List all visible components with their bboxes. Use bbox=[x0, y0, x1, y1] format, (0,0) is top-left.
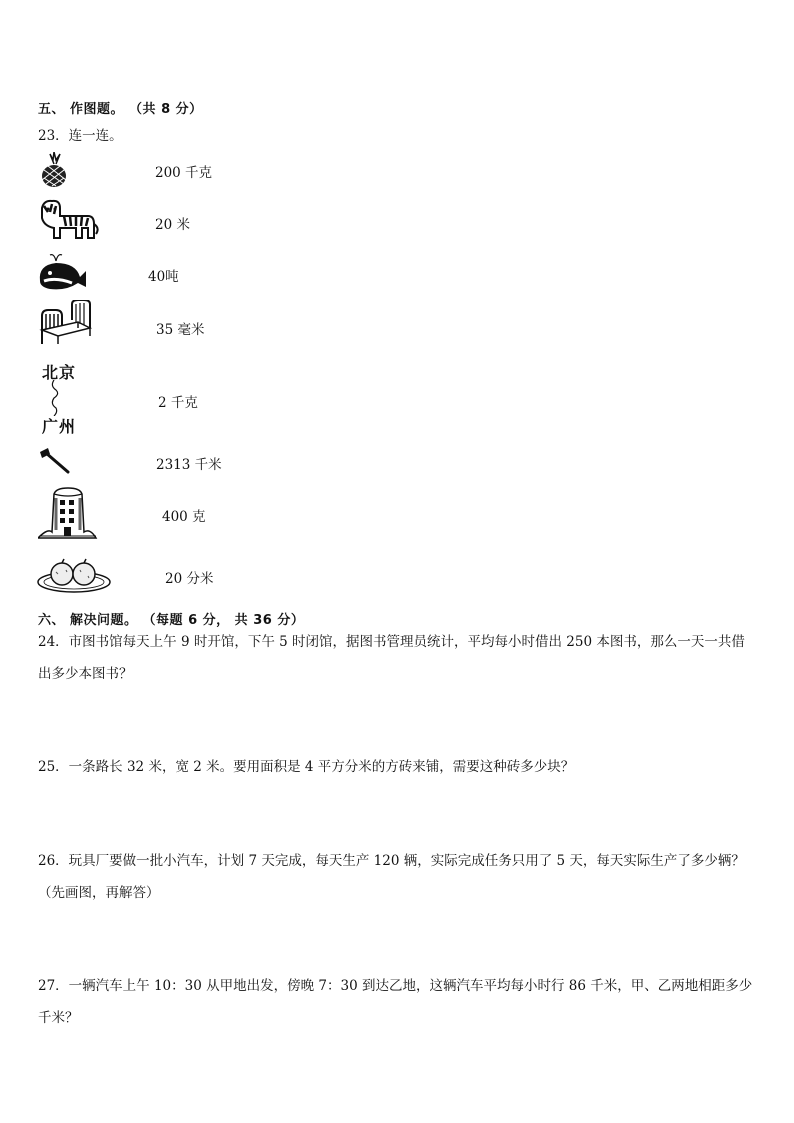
q24-line2: 出多少本图书？ bbox=[38, 666, 133, 682]
q23-title: 23．连一连。 bbox=[38, 128, 123, 144]
label-400g: 400 克 bbox=[162, 509, 206, 525]
q26-line2: （先画图，再解答） bbox=[38, 885, 160, 901]
map-label-guangzhou: 广州 bbox=[42, 417, 77, 436]
nail-icon bbox=[38, 446, 72, 476]
route-line-icon bbox=[46, 380, 66, 416]
label-20m: 20 米 bbox=[155, 217, 190, 233]
map-label-beijing: 北京 bbox=[42, 363, 77, 382]
q27-line2: 千米？ bbox=[38, 1010, 79, 1026]
whale-icon bbox=[36, 251, 88, 293]
q27-line1: 27．一辆汽车上午 10：30 从甲地出发，傍晚 7：30 到达乙地，这辆汽车平均每小时行 86 千米，甲、乙两地相距多少 bbox=[38, 978, 753, 994]
section-6-title: 六、 解决问题。 （每题 6 分， 共 36 分） bbox=[38, 613, 305, 628]
tiger-icon bbox=[38, 198, 100, 244]
label-35mm: 35 毫米 bbox=[156, 322, 205, 338]
label-200kg: 200 千克 bbox=[155, 165, 213, 181]
pineapple-icon bbox=[37, 152, 71, 188]
label-2kg: 2 千克 bbox=[158, 395, 198, 411]
label-40t: 40吨 bbox=[148, 269, 179, 285]
section-5-title: 五、 作图题。 （共 8 分） bbox=[38, 102, 203, 117]
oranges-plate-icon bbox=[36, 556, 112, 594]
building-icon bbox=[38, 484, 98, 540]
label-2313km: 2313 千米 bbox=[156, 457, 222, 473]
q24-line1: 24．市图书馆每天上午 9 时开馆，下午 5 时闭馆，据图书管理员统计，平均每小时借出 250 本图书，那么一天一共借 bbox=[38, 634, 745, 650]
q26-line1: 26．玩具厂要做一批小汽车，计划 7 天完成，每天生产 120 辆，实际完成任务只用了 5 天，每天实际生产了多少辆？ bbox=[38, 853, 745, 869]
beijing-guangzhou-map-icon bbox=[40, 360, 84, 436]
q25-line1: 25．一条路长 32 米，宽 2 米。要用面积是 4 平方分米的方砖来铺，需要这种砖多少块？ bbox=[38, 759, 575, 775]
label-20dm: 20 分米 bbox=[165, 571, 214, 587]
bed-icon bbox=[38, 300, 94, 346]
